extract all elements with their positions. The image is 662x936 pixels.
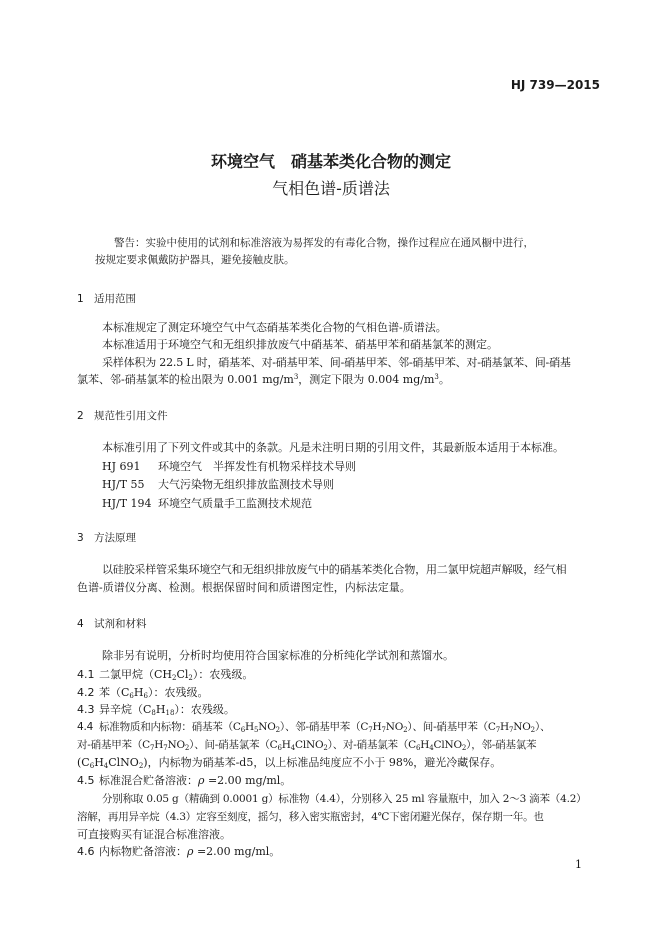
section-title: 规范性引用文件 [94,410,168,422]
section-4-intro: 除非另有说明，分析时均使用符合国家标准的分析纯化学试剂和蒸馏水。 [102,649,454,662]
section-title: 适用范围 [94,293,136,305]
section-number: 1 [77,293,84,305]
item-4-6: 4.6 内标物贮备溶液：ρ =2.00 mg/ml。 [77,845,281,858]
item-4-4-line-1: 4.4 标准物质和内标物：硝基苯$(C_6H_5NO_2)$、邻-硝基甲苯$(C_7H_7NO_2)$、间-硝基甲苯$(C_7H_7NO_2)$、 [77,721,551,734]
document-number: HJ 739—2015 [510,78,600,92]
section-title: 试剂和材料 [94,618,147,630]
section-number: 2 [77,410,84,422]
item-4-3: 4.3 异辛烷$(C_8H_{18})$：农残级。 [77,703,235,717]
section-3-heading [77,530,136,545]
section-number: 3 [77,532,84,544]
section-title: 方法原理 [94,532,136,544]
section-3-line-2: 色谱-质谱仪分离、检测。根据保留时间和质谱图定性，内标法定量。 [77,581,411,594]
section-4-heading [77,616,147,631]
reference-title: 环境空气质量手工监测技术规范 [158,497,312,510]
item-4-5: 4.5 标准混合贮备溶液：ρ =2.00 mg/ml。 [77,774,292,787]
reference-title: 大气污染物无组织排放监测技术导则 [158,478,334,491]
section-2-intro: 本标准引用了下列文件或其中的条款。凡是未注明日期的引用文件，其最新版本适用于本标准。 [102,441,564,454]
section-2-heading [77,408,168,423]
section-1-paragraph-1: 本标准规定了测定环境空气中气态硝基苯类化合物的气相色谱-质谱法。 [102,321,447,334]
item-4-5-paragraph-line-3: 可直接购买有证混合标准溶液。 [77,828,231,841]
item-4-4-line-2: 对-硝基甲苯$(C_7H_7NO_2)$、间-硝基氯苯$(C_6H_4ClNO_2)$、对-硝基氯苯$(C_6H_4ClNO_2)$，邻-硝基氯苯 [77,739,537,752]
warning-line-2: 按规定要求佩戴防护器具，避免接触皮肤。 [95,254,295,266]
page-number: 1 [575,858,582,871]
reference-title: 环境空气 半挥发性有机物采样技术导则 [158,460,356,473]
page-title: 环境空气 硝基苯类化合物的测定 [210,152,451,171]
item-4-5-paragraph-line-2: 溶解，再用异辛烷（4.3）定容至刻度，摇匀，移入密实瓶密封，4℃下密闭避光保存，保存期一年。也 [77,811,544,823]
reference-code: HJ 691 [102,460,141,473]
item-4-1: 4.1 二氯甲烷$(CH_2Cl_2)$：农残级。 [77,668,254,682]
section-number: 4 [77,618,84,630]
section-3-line-1: 以硅胶采样管采集环境空气和无组织排放废气中的硝基苯类化合物，用二氯甲烷超声解吸，经气相 [102,563,567,576]
item-4-4-line-3: $(C_6H_4ClNO_2)$，内标物为硝基苯-d5，以上标准品纯度应不小于 98%，避光冷藏保存。 [77,756,502,770]
warning-line-1: 警告：实验中使用的试剂和标准溶液为易挥发的有毒化合物，操作过程应在通风橱中进行， [114,237,534,249]
reference-code: HJ/T 194 [102,497,152,510]
item-4-5-paragraph-line-1: 分别称取 0.05 g（精确到 0.0001 g）标准物（4.4），分别移入 25 ml 容量瓶中，加入 2～3 滴苯（4.2） [102,793,587,805]
reference-item [102,497,312,511]
section-1-paragraph-3-line-1: 采样体积为 22.5 L 时，硝基苯、对-硝基甲苯、间-硝基甲苯、邻-硝基甲苯、对-硝基氯苯、间-硝基 [102,356,571,369]
section-1-heading [77,291,136,306]
item-4-2: 4.2 苯$(C_6H_6)$：农残级。 [77,686,209,700]
section-1-paragraph-2: 本标准适用于环境空气和无组织排放废气中硝基苯、硝基甲苯和硝基氯苯的测定。 [102,338,498,351]
reference-code: HJ/T 55 [102,478,145,491]
section-1-paragraph-3-line-2: 氯苯、邻-硝基氯苯的检出限为 0.001 $mg/m^3$，测定下限为 0.004 $mg/m^3$。 [77,373,450,386]
reference-item [102,460,356,474]
page-subtitle: 气相色谱-质谱法 [272,179,390,198]
reference-item [102,478,334,492]
